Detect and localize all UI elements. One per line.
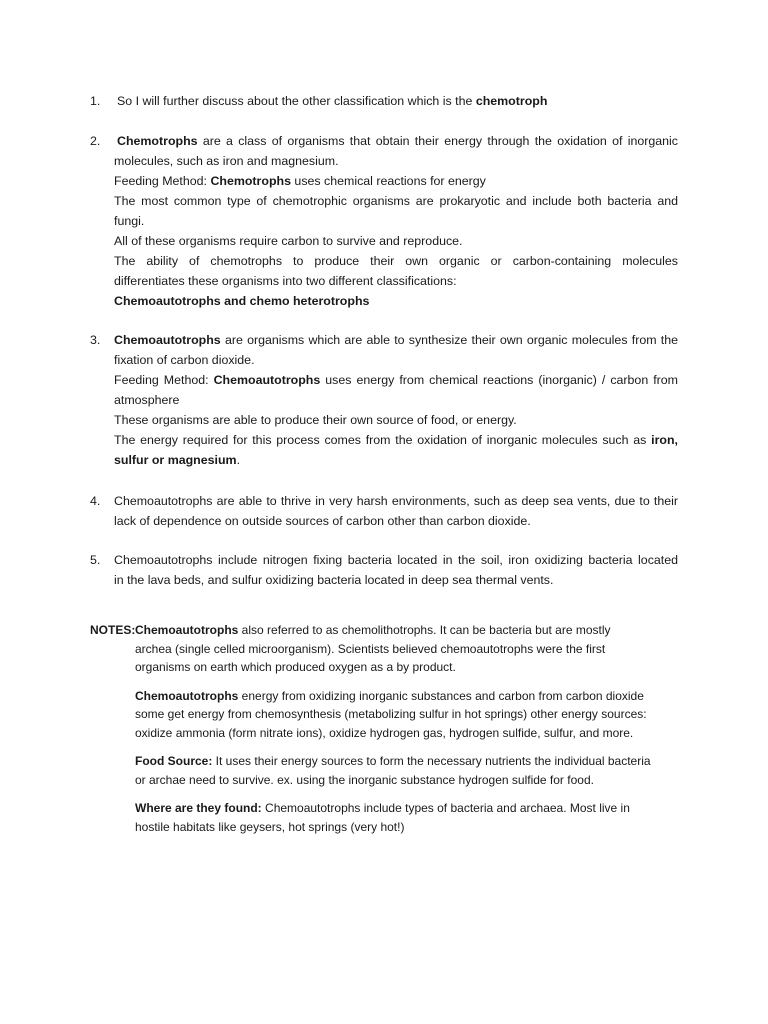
text-line: sulfur or magnesium. — [114, 453, 241, 467]
text-line: The energy required for this process comes from the oxidation of inorganic molecules such as iron, — [114, 433, 678, 447]
text-line: Chemoautotrophs include nitrogen fixing bacteria located in the soil, iron oxidizing bacteria located — [114, 553, 678, 567]
text-line: fungi. — [114, 214, 145, 228]
text-line: Chemoautotrophs energy from oxidizing inorganic substances and carbon from carbon dioxide — [135, 688, 644, 703]
text-line: Feeding Method: Chemotrophs uses chemical reactions for energy — [114, 174, 486, 188]
text-line: fixation of carbon dioxide. — [114, 353, 255, 367]
notes-first-paragraph — [135, 621, 690, 677]
text-line: molecules, such as iron and magnesium. — [114, 154, 339, 168]
item-body — [114, 550, 678, 590]
notes-paragraph-habitat — [135, 799, 690, 836]
text-line: Food Source: It uses their energy sources to form the necessary nutrients the individual bacteria — [135, 754, 651, 768]
list-item-4 — [90, 491, 678, 531]
text-line: oxidize ammonia (form nitrate ions), oxidize hydrogen gas, hydrogen sulfide, sulfur, and more. — [135, 725, 634, 740]
text-line: hostile habitats like geysers, hot springs (very hot!) — [135, 819, 405, 834]
text-line: organisms on earth which produced oxygen as a by product. — [135, 660, 456, 674]
text-line: differentiates these organisms into two different classifications: — [114, 274, 457, 288]
text-line: Chemoautotrophs are organisms which are able to synthesize their own organic molecules from the — [114, 333, 678, 347]
text-line: So I will further discuss about the other classification which is the chemotroph — [117, 94, 548, 108]
list-item-5 — [90, 550, 678, 590]
text-line: Feeding Method: Chemoautotrophs uses energy from chemical reactions (inorganic) / carbon from — [114, 373, 679, 387]
item-body — [114, 491, 678, 531]
list-item-3 — [90, 330, 678, 470]
text-line: The most common type of chemotrophic organisms are prokaryotic and include both bacteria and — [114, 194, 678, 208]
item-number: 1. — [90, 94, 101, 108]
text-line: Chemotrophs are a class of organisms that obtain their energy through the oxidation of inorganic — [117, 134, 678, 148]
list-item-2 — [90, 131, 678, 311]
item-body — [114, 330, 678, 470]
text-line: These organisms are able to produce their own source of food, or energy. — [114, 413, 517, 427]
notes-paragraph-energy — [135, 687, 690, 743]
item-body — [114, 131, 678, 311]
notes-section — [90, 621, 690, 836]
notes-label: NOTES: — [90, 623, 136, 637]
text-line: All of these organisms require carbon to survive and reproduce. — [114, 234, 463, 248]
text-line: lack of dependence on outside sources of carbon other than carbon dioxide. — [114, 514, 531, 528]
item-number: 3. — [90, 333, 101, 347]
text-line: Chemoautotrophs also referred to as chemolithotrophs. It can be bacteria but are mostly — [135, 623, 611, 637]
text-line: or archae need to survive. ex. using the inorganic substance hydrogen sulfide for food. — [135, 772, 594, 787]
item-body — [117, 91, 678, 111]
notes-paragraph-food-source — [135, 752, 690, 789]
item-number: 2. — [90, 134, 101, 148]
text-line: some get energy from chemosynthesis (metabolizing sulfur in hot springs) other energy sources: — [135, 707, 647, 721]
text-line: atmosphere — [114, 393, 180, 407]
text-line: Chemoautotrophs are able to thrive in very harsh environments, such as deep sea vents, due to their — [114, 494, 678, 508]
text-line: Where are they found: Chemoautotrophs include types of bacteria and archaea. Most live in — [135, 801, 630, 815]
item-number: 5. — [90, 553, 101, 567]
text-line: in the lava beds, and sulfur oxidizing bacteria located in deep sea thermal vents. — [114, 573, 554, 587]
text-line: The ability of chemotrophs to produce their own organic or carbon-containing molecules — [114, 254, 678, 268]
item-number: 4. — [90, 494, 101, 508]
list-item-1 — [90, 91, 678, 111]
text-line: Chemoautotrophs and chemo heterotrophs — [114, 294, 370, 308]
text-line: archea (single celled microorganism). Scientists believed chemoautotrophs were the first — [135, 641, 606, 656]
